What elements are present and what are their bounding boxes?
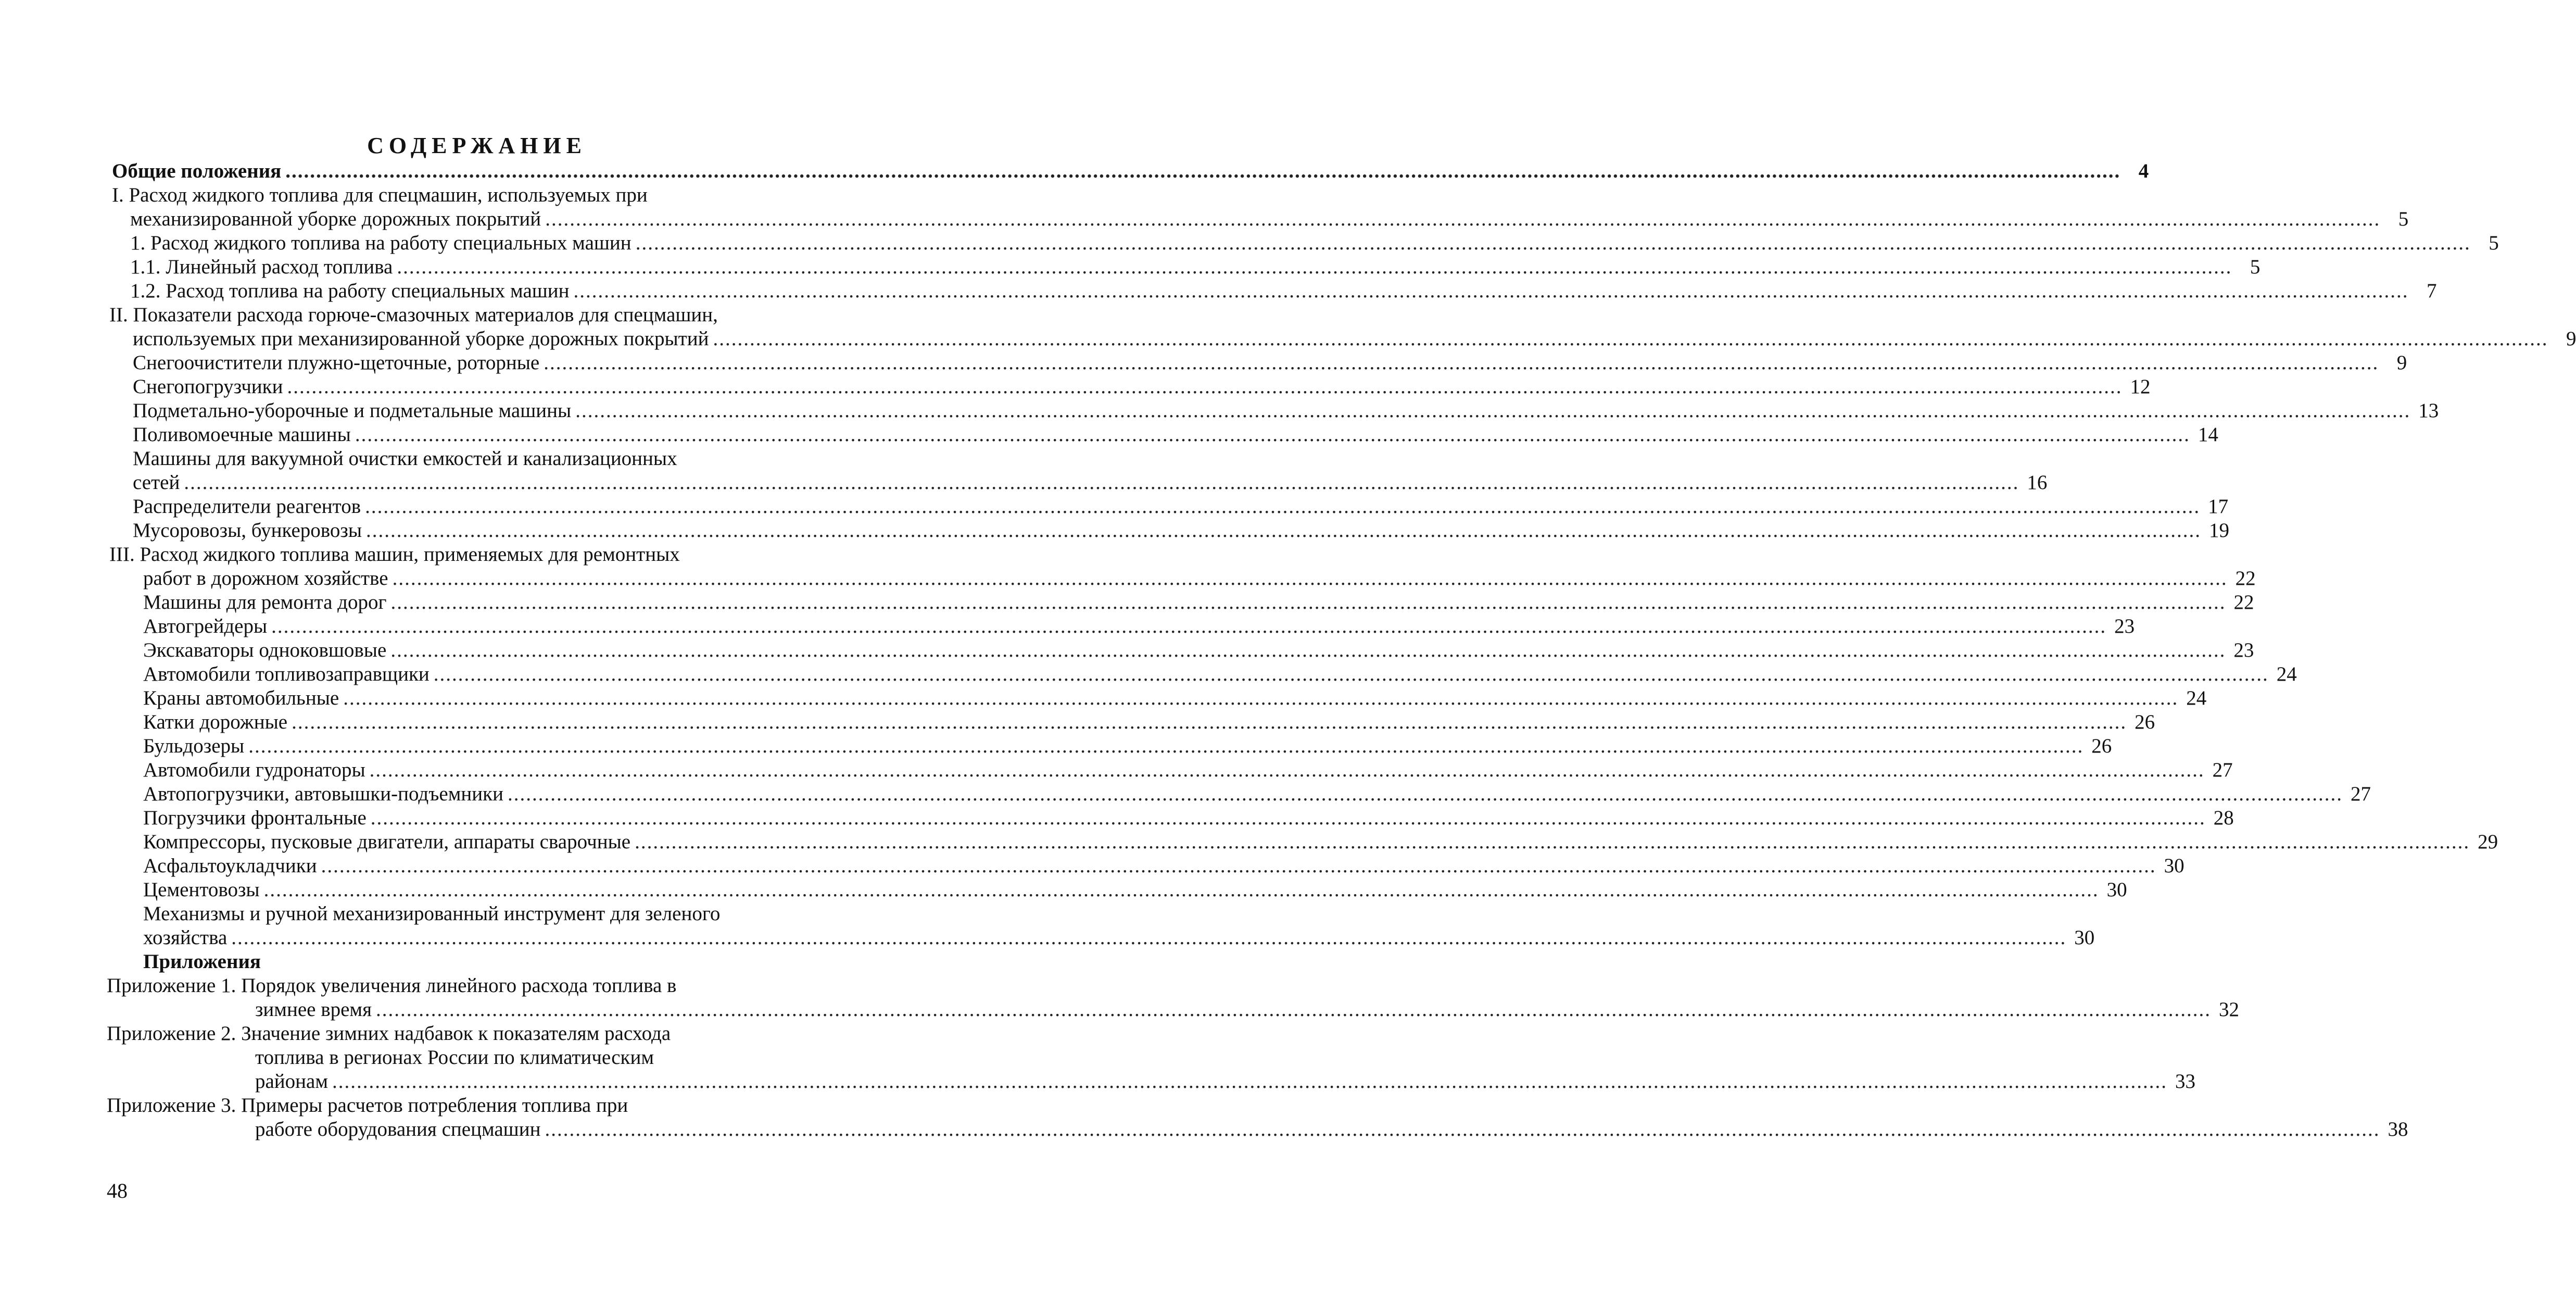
toc-entry-label: Компрессоры, пусковые двигатели, аппараты сварочные <box>143 831 631 853</box>
dot-leader: ............................................................................................................................................................................................................................................................................................................ <box>370 807 2206 829</box>
toc-entry-label: Снегоочистители плужно-щеточные, роторные <box>133 352 540 374</box>
toc-entry-compressors[interactable] <box>143 830 2498 854</box>
toc-appendix-2-line-2: топлива в регионах России по климатическим <box>255 1046 654 1069</box>
toc-entry-page: 28 <box>2213 807 2234 829</box>
toc-entry-page: 17 <box>2208 495 2229 518</box>
toc-entry-label: Автомобили гудронаторы <box>143 759 365 781</box>
toc-entry-page: 12 <box>2130 375 2151 398</box>
dot-leader: ............................................................................................................................................................................................................................................................................................................ <box>545 208 2381 230</box>
toc-entry-label: Распределители реагентов <box>133 495 361 518</box>
toc-entry-label: Погрузчики фронтальные <box>143 807 367 829</box>
toc-entry-page: 16 <box>2027 471 2048 494</box>
dot-leader: ............................................................................................................................................................................................................................................................................................................ <box>390 639 2226 661</box>
toc-entry-label: хозяйства <box>143 926 228 949</box>
toc-entry-page: 5 <box>2489 232 2499 254</box>
toc-entry-label: Автомобили топливозаправщики <box>143 663 430 685</box>
toc-entry-road-repair[interactable] <box>143 591 2254 614</box>
toc-entry-asphalt-distributors[interactable] <box>143 758 2233 782</box>
toc-entry-label: Асфальтоукладчики <box>143 855 317 877</box>
dot-leader: ............................................................................................................................................................................................................................................................................................................ <box>376 998 2212 1021</box>
toc-entry-page: 23 <box>2114 615 2135 637</box>
toc-entry-page: 7 <box>2427 280 2437 302</box>
toc-entry-label: Автогрейдеры <box>143 615 268 637</box>
toc-entry-appendix-3[interactable] <box>255 1118 2408 1142</box>
toc-entry-page: 29 <box>2478 831 2498 853</box>
dot-leader: ............................................................................................................................................................................................................................................................................................................ <box>433 663 2269 685</box>
dot-leader: ............................................................................................................................................................................................................................................................................................................ <box>507 783 2343 805</box>
toc-entry-label: Катки дорожные <box>143 711 288 733</box>
toc-entry-section-3[interactable] <box>143 567 2256 591</box>
toc-entry-1-2[interactable] <box>130 279 2437 303</box>
toc-entry-cement-trucks[interactable] <box>143 878 2127 902</box>
toc-entry-section-1[interactable] <box>130 207 2409 231</box>
toc-entry-washers[interactable] <box>133 423 2218 447</box>
dot-leader: ............................................................................................................................................................................................................................................................................................................ <box>332 1070 2168 1093</box>
toc-entry-label: сетей <box>133 471 180 494</box>
dot-leader: ............................................................................................................................................................................................................................................................................................................ <box>392 567 2228 589</box>
toc-entry-page: 27 <box>2350 783 2371 805</box>
toc-entry-1-1[interactable] <box>130 255 2261 279</box>
toc-entry-label: механизированной уборке дорожных покрытий <box>130 208 541 230</box>
toc-entry-page: 14 <box>2198 423 2218 446</box>
toc-entry-label: Поливомоечные машины <box>133 423 351 446</box>
dot-leader: ............................................................................................................................................................................................................................................................................................................ <box>184 471 2019 494</box>
toc-entry-page: 26 <box>2135 711 2155 733</box>
dot-leader: ............................................................................................................................................................................................................................................................................................................ <box>355 423 2190 446</box>
dot-leader: ............................................................................................................................................................................................................................................................................................................ <box>271 615 2107 637</box>
dot-leader: ............................................................................................................................................................................................................................................................................................................ <box>292 711 2127 733</box>
toc-entry-1[interactable] <box>130 231 2499 255</box>
dot-leader: ............................................................................................................................................................................................................................................................................................................ <box>263 879 2099 901</box>
toc-entry-page: 22 <box>2235 567 2256 589</box>
toc-entry-label: работе оборудования спецмашин <box>255 1118 541 1140</box>
toc-entry-label: Автопогрузчики, автовышки-подъемники <box>143 783 503 805</box>
toc-entry-forklifts[interactable] <box>143 782 2371 806</box>
dot-leader: ............................................................................................................................................................................................................................................................................................................ <box>635 831 2470 853</box>
toc-entry-fuel-trucks[interactable] <box>143 662 2297 686</box>
toc-entry-garbage-trucks[interactable] <box>133 519 2230 543</box>
toc-entry-page: 32 <box>2219 998 2240 1021</box>
toc-entry-page: 30 <box>2106 879 2127 901</box>
toc-entry-page: 24 <box>2186 687 2207 709</box>
toc-entry-page: 13 <box>2418 399 2439 422</box>
toc-entry-label: Бульдозеры <box>143 735 245 757</box>
toc-entry-appendix-2[interactable] <box>255 1070 2196 1094</box>
toc-entry-label: Мусоровозы, бункеровозы <box>133 519 362 542</box>
toc-title: СОДЕРЖАНИЕ <box>367 133 587 158</box>
toc-entry-page: 5 <box>2250 256 2261 278</box>
toc-entry-page: 23 <box>2233 639 2254 661</box>
toc-entry-label: зимнее время <box>255 998 372 1021</box>
toc-entry-page: 30 <box>2164 855 2184 877</box>
dot-leader: ............................................................................................................................................................................................................................................................................................................ <box>573 280 2409 302</box>
toc-entry-reagent-distributors[interactable] <box>133 495 2229 519</box>
toc-entry-page: 4 <box>2138 160 2149 182</box>
toc-section-3-heading: III. Расход жидкого топлива машин, применяемых для ремонтных <box>109 543 680 566</box>
toc-entry-page: 33 <box>2175 1070 2196 1093</box>
dot-leader: ............................................................................................................................................................................................................................................................................................................ <box>544 352 2379 374</box>
toc-entry-front-loaders[interactable] <box>143 806 2234 830</box>
page-number: 48 <box>107 1179 128 1202</box>
dot-leader: ............................................................................................................................................................................................................................................................................................................ <box>231 926 2067 949</box>
toc-entry-label: используемых при механизированной уборке дорожных покрытий <box>133 328 709 350</box>
dot-leader: ............................................................................................................................................................................................................................................................................................................ <box>321 855 2156 877</box>
dot-leader: ............................................................................................................................................................................................................................................................................................................ <box>545 1118 2380 1140</box>
toc-entry-page: 22 <box>2233 591 2254 613</box>
toc-section-1-heading: I. Расход жидкого топлива для спецмашин, используемых при <box>112 184 648 206</box>
toc-entry-label: 1.1. Линейный расход топлива <box>130 256 393 278</box>
toc-entry-label: Снегопогрузчики <box>133 375 283 398</box>
toc-entry-sweepers[interactable] <box>133 399 2439 423</box>
toc-entry-page: 19 <box>2209 519 2230 542</box>
toc-entry-excavators[interactable] <box>143 638 2254 662</box>
toc-entry-label: 1.2. Расход топлива на работу специальных машин <box>130 280 570 302</box>
toc-appendix-2-heading: Приложение 2. Значение зимних надбавок к показателям расхода <box>107 1022 671 1045</box>
toc-entry-cranes[interactable] <box>143 686 2207 710</box>
toc-entry-label: Общие положения <box>112 160 282 182</box>
toc-entry-pavers[interactable] <box>143 854 2184 878</box>
dot-leader: ............................................................................................................................................................................................................................................................................................................ <box>285 160 2121 182</box>
dot-leader: ............................................................................................................................................................................................................................................................................................................ <box>248 735 2084 757</box>
dot-leader: ............................................................................................................................................................................................................................................................................................................ <box>366 519 2202 542</box>
toc-entry-page: 27 <box>2212 759 2233 781</box>
dot-leader: ............................................................................................................................................................................................................................................................................................................ <box>635 232 2471 254</box>
toc-entry-page: 5 <box>2398 208 2409 230</box>
toc-appendices-heading: Приложения <box>143 950 261 973</box>
toc-entry-bulldozers[interactable] <box>143 734 2112 758</box>
toc-entry-green-tools[interactable] <box>143 926 2095 950</box>
toc-entry-page: 9 <box>2396 352 2407 374</box>
toc-appendix-1-heading: Приложение 1. Порядок увеличения линейного расхода топлива в <box>107 974 677 997</box>
toc-entry-snow-loaders[interactable] <box>133 375 2151 399</box>
toc-entry-page: 24 <box>2276 663 2297 685</box>
toc-entry-rollers[interactable] <box>143 710 2155 734</box>
toc-entry-label: 1. Расход жидкого топлива на работу специальных машин <box>130 232 632 254</box>
toc-entry-label: Подметально-уборочные и подметальные машины <box>133 399 572 422</box>
dot-leader: ............................................................................................................................................................................................................................................................................................................ <box>713 328 2548 350</box>
toc-entry-green-tools-heading: Механизмы и ручной механизированный инструмент для зеленого <box>143 902 721 925</box>
toc-entry-page: 26 <box>2091 735 2112 757</box>
toc-entry-appendix-1[interactable] <box>255 998 2240 1022</box>
toc-section-2-heading: II. Показатели расхода горюче-смазочных материалов для спецмашин, <box>109 304 718 326</box>
dot-leader: ............................................................................................................................................................................................................................................................................................................ <box>343 687 2179 709</box>
toc-entry-label: Краны автомобильные <box>143 687 339 709</box>
toc-entry-graders[interactable] <box>143 614 2135 638</box>
toc-entry-snow-cleaners[interactable] <box>133 351 2407 375</box>
toc-entry-label: Экскаваторы одноковшовые <box>143 639 387 661</box>
dot-leader: ............................................................................................................................................................................................................................................................................................................ <box>575 399 2411 422</box>
toc-entry-vacuum[interactable] <box>133 471 2048 495</box>
toc-entry-page: 30 <box>2074 926 2095 949</box>
toc-entry-label: районам <box>255 1070 329 1093</box>
toc-entry-label: работ в дорожном хозяйстве <box>143 567 388 589</box>
toc-entry-label: Машины для ремонта дорог <box>143 591 387 613</box>
toc-entry-page: 9 <box>2566 328 2576 350</box>
toc-entry-section-2[interactable] <box>133 327 2576 351</box>
dot-leader: ............................................................................................................................................................................................................................................................................................................ <box>369 759 2205 781</box>
toc-entry-vacuum-heading: Машины для вакуумной очистки емкостей и канализационных <box>133 447 677 470</box>
dot-leader: ............................................................................................................................................................................................................................................................................................................ <box>287 375 2123 398</box>
dot-leader: ............................................................................................................................................................................................................................................................................................................ <box>390 591 2226 613</box>
toc-entry-page: 38 <box>2388 1118 2408 1140</box>
toc-entry-label: Цементовозы <box>143 879 260 901</box>
toc-appendix-3-heading: Приложение 3. Примеры расчетов потребления топлива при <box>107 1094 628 1117</box>
toc-entry-general[interactable] <box>112 159 2149 183</box>
dot-leader: ............................................................................................................................................................................................................................................................................................................ <box>397 256 2232 278</box>
dot-leader: ............................................................................................................................................................................................................................................................................................................ <box>365 495 2201 518</box>
